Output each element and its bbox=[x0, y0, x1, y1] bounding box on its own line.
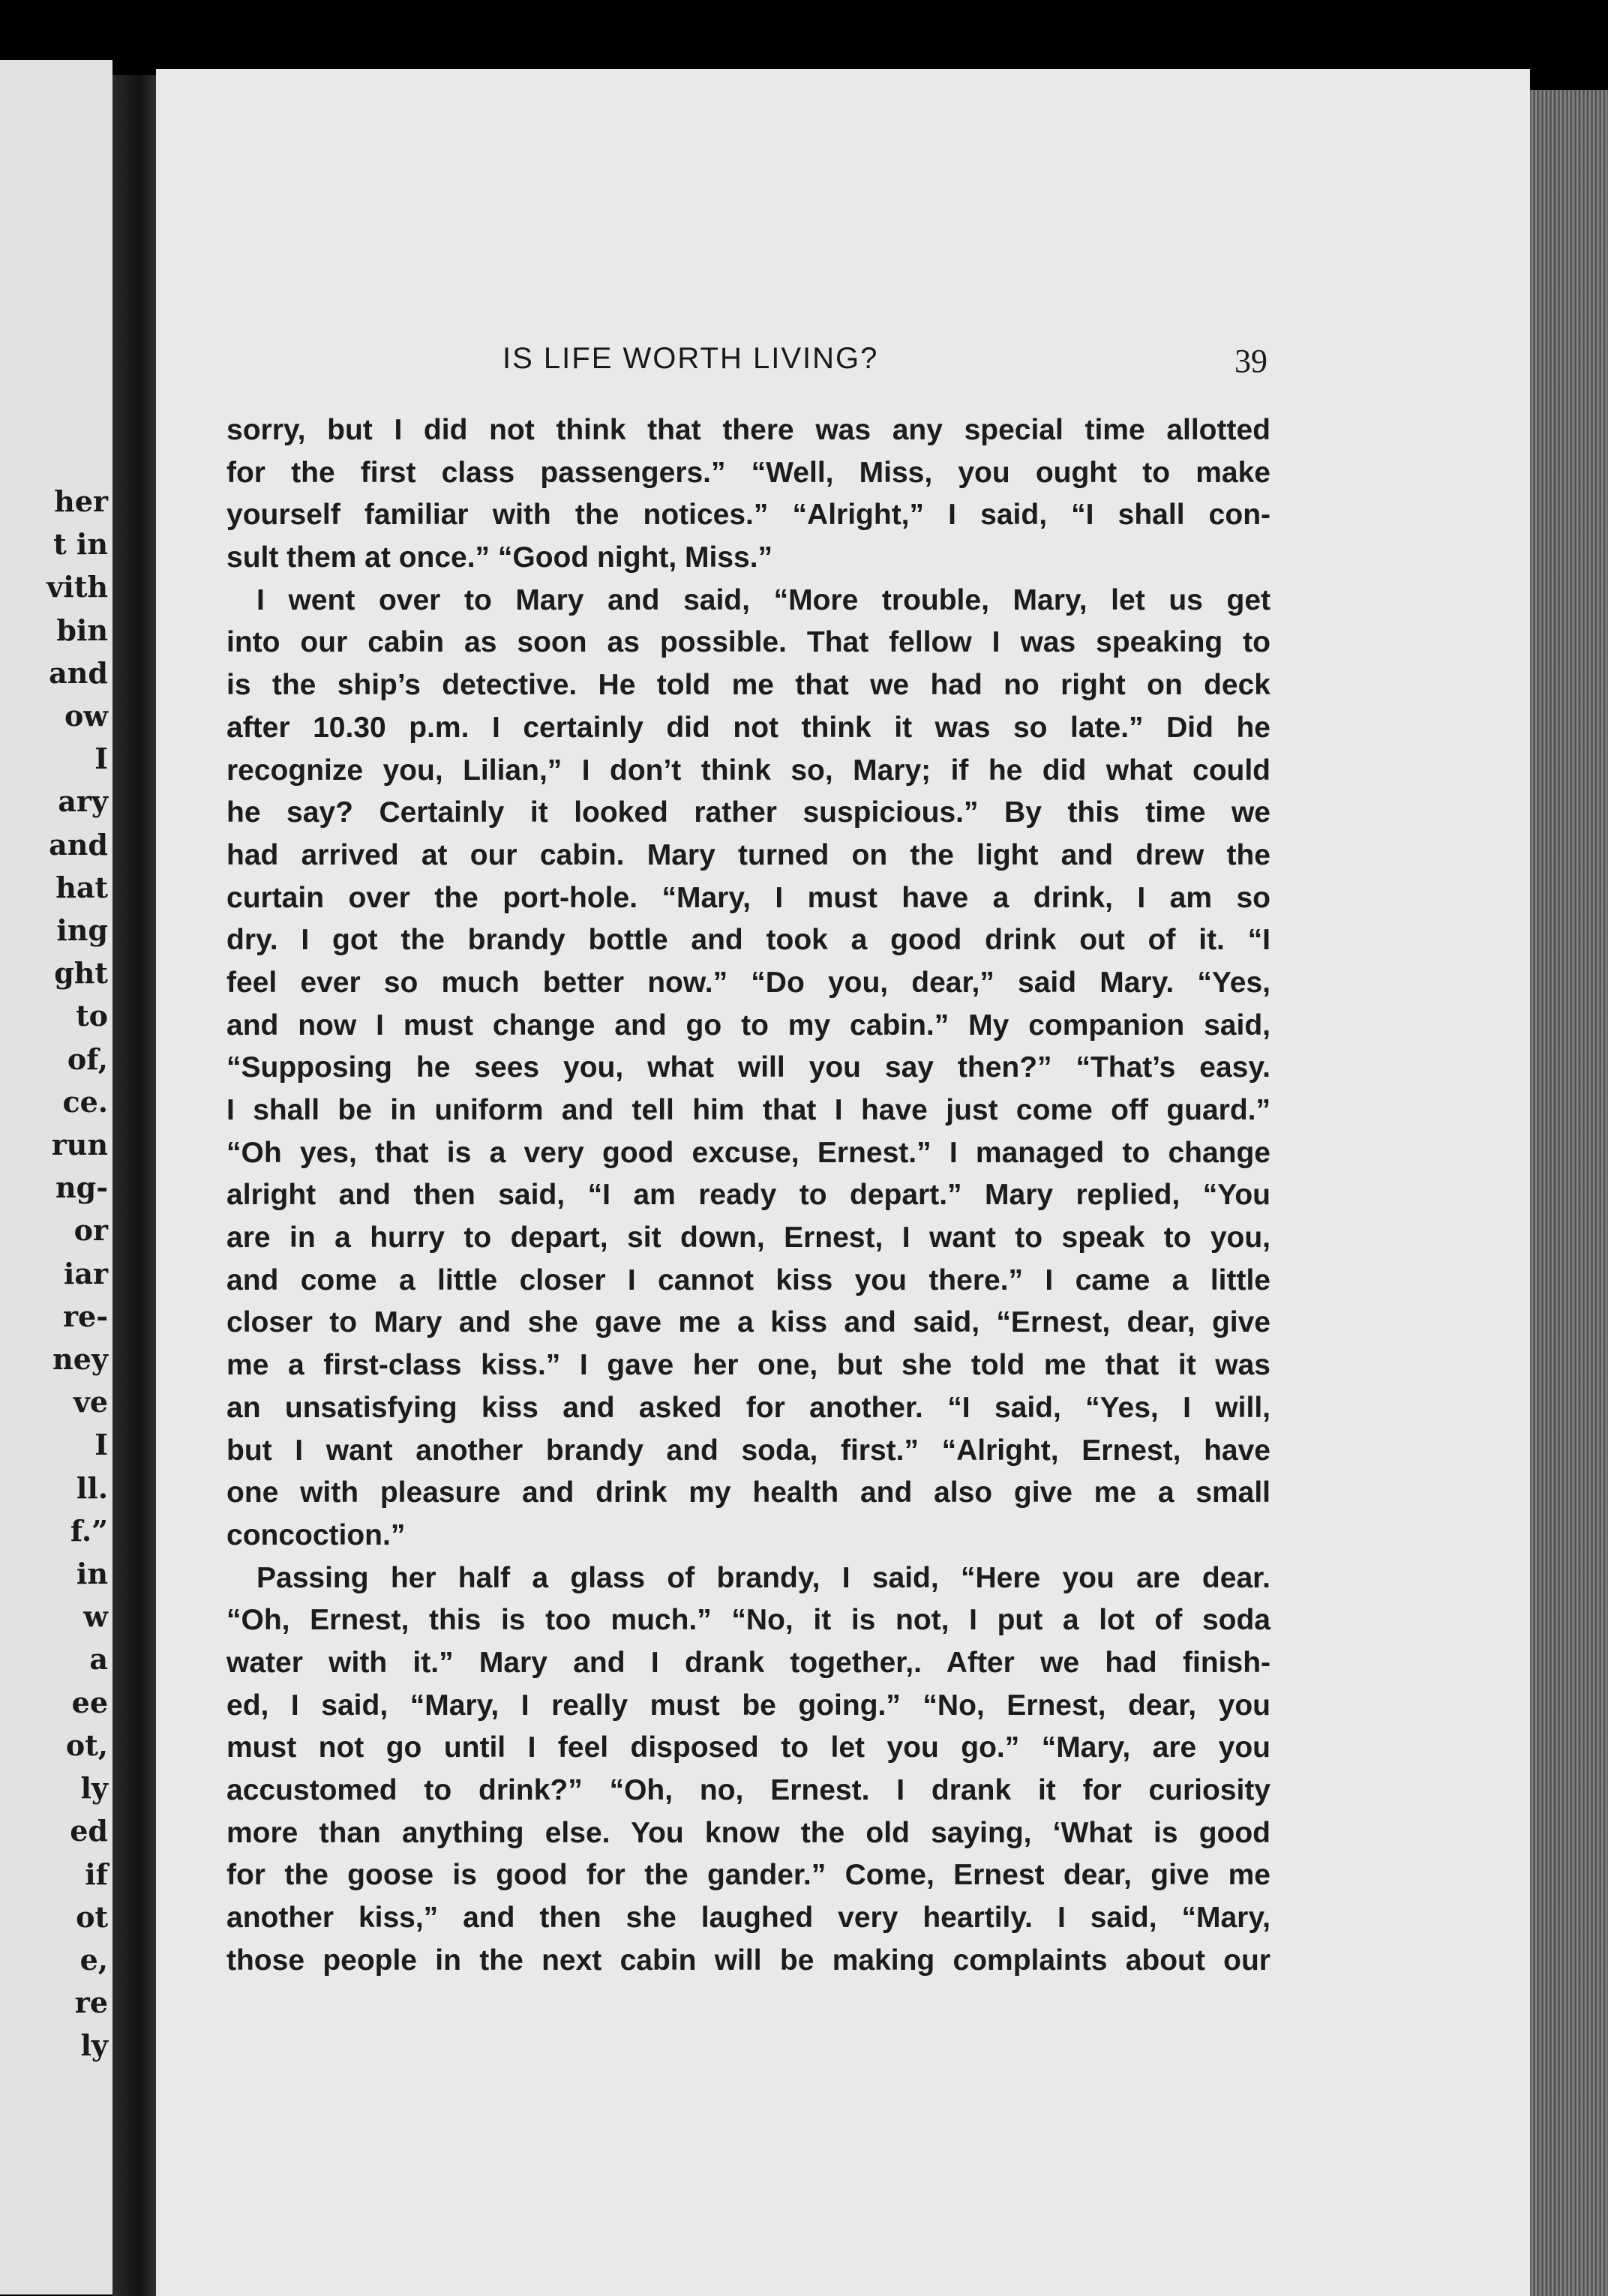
left-page-fragment: ng- bbox=[56, 1170, 108, 1205]
left-page-fragment: f.” bbox=[70, 1513, 108, 1548]
text-line: “Supposing he sees you, what will you say then?” “That’s easy. bbox=[226, 1051, 1270, 1084]
left-page-fragment: ot bbox=[76, 1899, 108, 1934]
left-page-fragment: ed bbox=[70, 1814, 108, 1848]
left-page-fragment: I bbox=[94, 742, 108, 776]
left-page-fragment: ow bbox=[64, 699, 108, 733]
text-line: sult them at once.” “Good night, Miss.” bbox=[226, 541, 773, 574]
left-page-fragment: in bbox=[76, 1557, 108, 1591]
left-page-fragment: her bbox=[54, 484, 108, 518]
text-line: I shall be in uniform and tell him that I have just come off guard.” bbox=[226, 1094, 1270, 1126]
left-page-fragment: t in bbox=[53, 527, 108, 562]
text-line: more than anything else. You know the old saying, ‘What is good bbox=[226, 1816, 1270, 1849]
left-page-fragment: re bbox=[74, 1986, 108, 2020]
text-line: feel ever so much better now.” “Do you, dear,” said Mary. “Yes, bbox=[226, 966, 1270, 999]
text-line: and come a little closer I cannot kiss you there.” I came a little bbox=[226, 1263, 1270, 1296]
left-page-fragment: ce. bbox=[62, 1084, 108, 1119]
left-page-fragment: ve bbox=[73, 1385, 108, 1419]
book-gutter bbox=[112, 75, 158, 2296]
text-line: curtain over the port-hole. “Mary, I must have a drink, I am so bbox=[226, 881, 1270, 914]
left-page-fragment: or bbox=[74, 1213, 108, 1248]
left-page-fragment: hat bbox=[56, 870, 108, 904]
running-head-title: IS LIFE WORTH LIVING? bbox=[502, 342, 879, 375]
left-page-fragment: ot, bbox=[65, 1728, 108, 1762]
text-line: dry. I got the brandy bottle and took a good drink out of it. “I bbox=[226, 924, 1270, 957]
text-line: into our cabin as soon as possible. That fellow I was speaking to bbox=[226, 626, 1270, 659]
text-line: after 10.30 p.m. I certainly did not think it was so late.” Did he bbox=[226, 711, 1270, 744]
page-edges bbox=[1530, 90, 1608, 2296]
text-line: one with pleasure and drink my health and also give me a small bbox=[226, 1476, 1270, 1509]
left-page-fragment: I bbox=[94, 1428, 108, 1462]
left-page-fragment: ing bbox=[56, 913, 108, 948]
text-line: accustomed to drink?” “Oh, no, Ernest. I drank it for curiosity bbox=[226, 1774, 1270, 1806]
left-page-fragment: if bbox=[85, 1857, 108, 1891]
text-line: recognize you, Lilian,” I don’t think so, Mary; if he did what could bbox=[226, 754, 1270, 787]
text-line: “Oh yes, that is a very good excuse, Ernest.” I managed to change bbox=[226, 1136, 1270, 1169]
left-page-fragment: w bbox=[83, 1599, 108, 1634]
text-line: “Oh, Ernest, this is too much.” “No, it is not, I put a lot of soda bbox=[226, 1604, 1270, 1637]
text-line: is the ship’s detective. He told me that we had no right on deck bbox=[226, 669, 1270, 702]
text-line: water with it.” Mary and I drank together,. After we had finish- bbox=[226, 1646, 1270, 1679]
left-page-fragment: to bbox=[76, 999, 108, 1033]
body-text bbox=[226, 409, 1270, 1982]
left-page-fragment: and bbox=[49, 827, 108, 862]
text-line: I went over to Mary and said, “More trouble, Mary, let us get bbox=[256, 583, 1270, 616]
text-line: ed, I said, “Mary, I really must be going.” “No, Ernest, dear, you bbox=[226, 1689, 1270, 1722]
left-page-fragment: bin bbox=[56, 613, 108, 647]
left-page-fragment: ght bbox=[54, 956, 108, 991]
left-page-fragment: ee bbox=[71, 1685, 108, 1719]
left-page-fragment: ary bbox=[58, 784, 108, 819]
left-page-fragment: ll. bbox=[76, 1470, 108, 1505]
left-page-fragment: ney bbox=[52, 1342, 108, 1377]
left-page-fragment: e, bbox=[80, 1942, 108, 1977]
left-page-fragment: of, bbox=[67, 1042, 108, 1076]
left-page-fragment: iar bbox=[63, 1256, 108, 1290]
text-line: concoction.” bbox=[226, 1518, 406, 1551]
text-line: and now I must change and go to my cabin.” My companion said, bbox=[226, 1009, 1270, 1042]
text-line: had arrived at our cabin. Mary turned on the light and drew the bbox=[226, 838, 1270, 871]
text-line: Passing her half a glass of brandy, I said, “Here you are dear. bbox=[256, 1561, 1270, 1594]
page-number: 39 bbox=[1234, 343, 1268, 379]
left-page-fragment: vith bbox=[46, 570, 108, 604]
left-page-fragment: run bbox=[51, 1128, 108, 1162]
text-line: for the goose is good for the gander.” Come, Ernest dear, give me bbox=[226, 1859, 1270, 1892]
left-page-fragment: ly bbox=[80, 1771, 108, 1806]
text-line: yourself familiar with the notices.” “Alright,” I said, “I shall con- bbox=[226, 499, 1270, 532]
text-line: sorry, but I did not think that there was any special time allotted bbox=[226, 414, 1270, 446]
text-line: for the first class passengers.” “Well, Miss, you ought to make bbox=[226, 456, 1270, 489]
text-line: he say? Certainly it looked rather suspicious.” By this time we bbox=[226, 796, 1270, 829]
facing-left-page bbox=[0, 60, 112, 2295]
text-line: an unsatisfying kiss and asked for another. “I said, “Yes, I will, bbox=[226, 1391, 1270, 1424]
left-page-fragment: re- bbox=[63, 1299, 108, 1333]
left-page-fragment: ly bbox=[80, 2028, 108, 2063]
text-line: are in a hurry to depart, sit down, Ernest, I want to speak to you, bbox=[226, 1221, 1270, 1254]
text-line: those people in the next cabin will be making complaints about our bbox=[226, 1944, 1270, 1977]
left-page-fragment: a bbox=[89, 1642, 108, 1677]
text-line: but I want another brandy and soda, first.” “Alright, Ernest, have bbox=[226, 1434, 1270, 1467]
text-line: must not go until I feel disposed to let you go.” “Mary, are you bbox=[226, 1731, 1270, 1764]
left-page-fragment: and bbox=[49, 655, 108, 690]
text-line: alright and then said, “I am ready to depart.” Mary replied, “You bbox=[226, 1179, 1270, 1212]
text-line: me a first-class kiss.” I gave her one, but she told me that it was bbox=[226, 1349, 1270, 1382]
text-line: closer to Mary and she gave me a kiss and said, “Ernest, dear, give bbox=[226, 1306, 1270, 1339]
left-page-text-fragments bbox=[0, 480, 112, 2067]
text-line: another kiss,” and then she laughed very heartily. I said, “Mary, bbox=[226, 1902, 1270, 1935]
